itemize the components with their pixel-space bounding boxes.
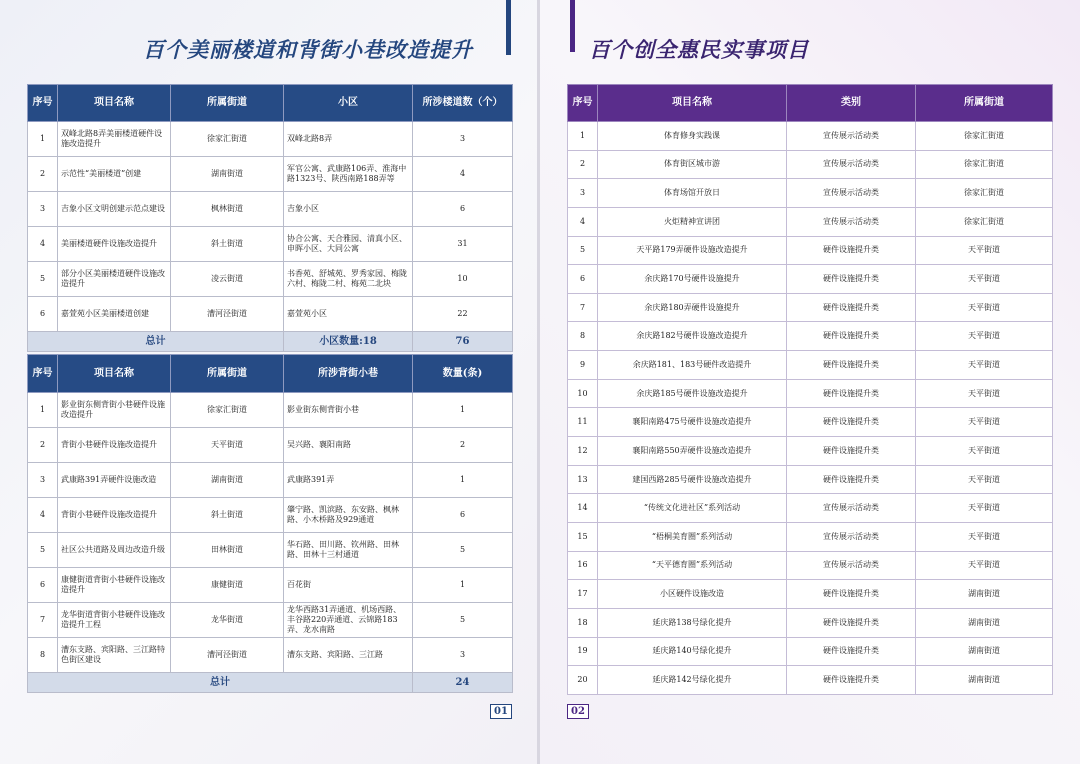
street-name: 湖南街道	[916, 608, 1053, 637]
table-row	[568, 179, 1053, 208]
table-row	[568, 494, 1053, 523]
stairwell-count: 4	[413, 157, 513, 192]
lane-count: 5	[413, 533, 513, 568]
row-number: 5	[28, 262, 58, 297]
project-name: 龙华街道背街小巷硬件设施改造提升工程	[58, 603, 171, 638]
street-name: 天平街道	[916, 408, 1053, 437]
lane-count: 2	[413, 428, 513, 463]
table-row	[568, 265, 1053, 294]
project-name: 背街小巷硬件设施改造提升	[58, 498, 171, 533]
category: 宣传展示活动类	[787, 522, 916, 551]
table-header-row	[568, 85, 1053, 122]
lane-count: 1	[413, 393, 513, 428]
category: 硬件设施提升类	[787, 437, 916, 466]
category: 宣传展示活动类	[787, 179, 916, 208]
street-name: 凌云街道	[171, 262, 284, 297]
header-street: 所属街道	[171, 355, 284, 393]
street-name: 天平街道	[916, 551, 1053, 580]
category: 硬件设施提升类	[787, 265, 916, 294]
lane-names: 漕东支路、宾阳路、三江路	[284, 638, 413, 673]
street-name: 天平街道	[916, 236, 1053, 265]
street-name: 斜土街道	[171, 227, 284, 262]
project-name: 美丽楼道硬件设施改造提升	[58, 227, 171, 262]
table-row	[28, 498, 513, 533]
row-number: 7	[28, 603, 58, 638]
lane-names: 百花街	[284, 568, 413, 603]
category: 硬件设施提升类	[787, 379, 916, 408]
category: 宣传展示活动类	[787, 494, 916, 523]
table-row	[28, 428, 513, 463]
community-name: 双峰北路8弄	[284, 122, 413, 157]
street-name: 龙华街道	[171, 603, 284, 638]
category: 硬件设施提升类	[787, 322, 916, 351]
row-number: 18	[568, 608, 598, 637]
project-name: 余庆路182号硬件设施改造提升	[598, 322, 787, 351]
header-community: 小区	[284, 85, 413, 122]
row-number: 20	[568, 666, 598, 695]
project-name: 延庆路138号绿化提升	[598, 608, 787, 637]
project-name: 建国西路285号硬件设施改造提升	[598, 465, 787, 494]
project-name: 余庆路170号硬件设施提升	[598, 265, 787, 294]
table-row	[568, 437, 1053, 466]
total-label: 总计	[28, 673, 413, 693]
project-name: 延庆路140号绿化提升	[598, 637, 787, 666]
community-name: 军官公寓、武康路106弄、淮海中路1323号、陕西南路188弄等	[284, 157, 413, 192]
community-name: 吉象小区	[284, 192, 413, 227]
table-row	[28, 533, 513, 568]
table-row	[568, 150, 1053, 179]
street-name: 湖南街道	[916, 637, 1053, 666]
lane-count: 1	[413, 463, 513, 498]
project-name: 漕东支路、宾阳路、三江路特色街区建设	[58, 638, 171, 673]
row-number: 10	[568, 379, 598, 408]
header-lane-count: 数量(条)	[413, 355, 513, 393]
total-count: 24	[413, 673, 513, 693]
project-name: 余庆路185号硬件设施改造提升	[598, 379, 787, 408]
street-name: 湖南街道	[916, 580, 1053, 609]
project-name: 余庆路181、183号硬件改造提升	[598, 351, 787, 380]
right-page-title: 百个创全惠民实事项目	[589, 38, 809, 62]
category: 宣传展示活动类	[787, 150, 916, 179]
street-name: 湖南街道	[171, 463, 284, 498]
stairwell-count: 10	[413, 262, 513, 297]
project-name: 社区公共道路及周边改造升级	[58, 533, 171, 568]
row-number: 8	[568, 322, 598, 351]
category: 硬件设施提升类	[787, 637, 916, 666]
header-project-name: 项目名称	[598, 85, 787, 122]
row-number: 9	[568, 351, 598, 380]
row-number: 3	[28, 463, 58, 498]
street-name: 天平街道	[916, 494, 1053, 523]
header-project-name: 项目名称	[58, 355, 171, 393]
community-count: 小区数量:18	[284, 332, 413, 352]
header-no: 序号	[28, 355, 58, 393]
project-name: 吉象小区文明创建示范点建设	[58, 192, 171, 227]
street-name: 徐家汇街道	[916, 179, 1053, 208]
street-name: 湖南街道	[916, 666, 1053, 695]
stairwell-count: 31	[413, 227, 513, 262]
table-row	[568, 522, 1053, 551]
lane-names: 吴兴路、襄阳南路	[284, 428, 413, 463]
table-row	[568, 207, 1053, 236]
community-name: 嘉萱苑小区	[284, 297, 413, 332]
row-number: 7	[568, 293, 598, 322]
table-row	[28, 603, 513, 638]
table-row	[28, 393, 513, 428]
street-name: 湖南街道	[171, 157, 284, 192]
table-row	[568, 122, 1053, 151]
street-name: 天平街道	[916, 437, 1053, 466]
project-name: “梧桐美育圈”系列活动	[598, 522, 787, 551]
lane-count: 5	[413, 603, 513, 638]
row-number: 11	[568, 408, 598, 437]
row-number: 14	[568, 494, 598, 523]
total-count: 76	[413, 332, 513, 352]
row-number: 2	[568, 150, 598, 179]
street-name: 田林街道	[171, 533, 284, 568]
row-number: 5	[568, 236, 598, 265]
project-name: 天平路179弄硬件设施改造提升	[598, 236, 787, 265]
table-row	[28, 463, 513, 498]
row-number: 3	[28, 192, 58, 227]
row-number: 12	[568, 437, 598, 466]
row-number: 2	[28, 428, 58, 463]
table-row	[568, 293, 1053, 322]
lane-count: 6	[413, 498, 513, 533]
category: 硬件设施提升类	[787, 408, 916, 437]
row-number: 13	[568, 465, 598, 494]
header-no: 序号	[28, 85, 58, 122]
table-row	[28, 192, 513, 227]
street-name: 徐家汇街道	[916, 150, 1053, 179]
row-number: 1	[568, 122, 598, 151]
stairwell-count: 22	[413, 297, 513, 332]
category: 硬件设施提升类	[787, 608, 916, 637]
project-name: 影业街东侧背街小巷硬件设施改造提升	[58, 393, 171, 428]
street-name: 天平街道	[916, 265, 1053, 294]
row-number: 1	[28, 122, 58, 157]
header-stairwell-count: 所涉楼道数（个）	[413, 85, 513, 122]
lane-names: 龙华西路31弄通道、机场西路、丰谷路220弄通道、云锦路183弄、龙水南路	[284, 603, 413, 638]
page-number-left: 01	[490, 704, 512, 719]
category: 硬件设施提升类	[787, 236, 916, 265]
header-project-name: 项目名称	[58, 85, 171, 122]
lane-names: 华石路、田川路、钦州路、田林路、田林十三村通道	[284, 533, 413, 568]
category: 硬件设施提升类	[787, 580, 916, 609]
header-no: 序号	[568, 85, 598, 122]
project-name: 体育街区城市游	[598, 150, 787, 179]
street-name: 天平街道	[171, 428, 284, 463]
table-row	[568, 666, 1053, 695]
project-name: 背街小巷硬件设施改造提升	[58, 428, 171, 463]
header-category: 类别	[787, 85, 916, 122]
row-number: 3	[568, 179, 598, 208]
table-row	[28, 122, 513, 157]
table-row	[28, 262, 513, 297]
table-row	[568, 379, 1053, 408]
table-row	[28, 638, 513, 673]
project-name: 延庆路142号绿化提升	[598, 666, 787, 695]
project-name: 康健街道背街小巷硬件设施改造提升	[58, 568, 171, 603]
table-row	[568, 322, 1053, 351]
category: 硬件设施提升类	[787, 465, 916, 494]
category: 宣传展示活动类	[787, 207, 916, 236]
project-name: 嘉萱苑小区美丽楼道创建	[58, 297, 171, 332]
table-header-row	[28, 355, 513, 393]
header-street: 所属街道	[916, 85, 1053, 122]
table-row	[568, 608, 1053, 637]
row-number: 19	[568, 637, 598, 666]
stairwell-count: 6	[413, 192, 513, 227]
lane-names: 影业街东侧背街小巷	[284, 393, 413, 428]
street-name: 漕河泾街道	[171, 297, 284, 332]
right-title-accent-bar	[570, 0, 575, 52]
street-name: 天平街道	[916, 465, 1053, 494]
street-name: 徐家汇街道	[916, 122, 1053, 151]
project-name: 武康路391弄硬件设施改造	[58, 463, 171, 498]
category: 宣传展示活动类	[787, 122, 916, 151]
total-row	[28, 673, 513, 693]
table-row	[568, 580, 1053, 609]
category: 硬件设施提升类	[787, 351, 916, 380]
page-number-right: 02	[567, 704, 589, 719]
category: 宣传展示活动类	[787, 551, 916, 580]
row-number: 4	[568, 207, 598, 236]
community-name: 书香苑、舒城苑、罗秀家园、梅陇六村、梅陇二村、梅苑二北块	[284, 262, 413, 297]
street-name: 天平街道	[916, 293, 1053, 322]
table-row	[28, 297, 513, 332]
street-name: 徐家汇街道	[171, 122, 284, 157]
total-label: 总计	[28, 332, 284, 352]
civic-projects-table	[567, 84, 1053, 695]
lane-count: 3	[413, 638, 513, 673]
row-number: 6	[568, 265, 598, 294]
left-page-title: 百个美丽楼道和背街小巷改造提升	[143, 38, 473, 62]
project-name: 示范性“美丽楼道”创建	[58, 157, 171, 192]
street-name: 康健街道	[171, 568, 284, 603]
row-number: 6	[28, 297, 58, 332]
table-row	[28, 157, 513, 192]
row-number: 4	[28, 498, 58, 533]
project-name: 体育修身实践课	[598, 122, 787, 151]
header-street: 所属街道	[171, 85, 284, 122]
row-number: 1	[28, 393, 58, 428]
project-name: 火炬精神宣讲团	[598, 207, 787, 236]
total-row	[28, 332, 513, 352]
project-name: 襄阳南路550弄硬件设施改造提升	[598, 437, 787, 466]
project-name: “传统文化进社区”系列活动	[598, 494, 787, 523]
table-row	[568, 408, 1053, 437]
row-number: 6	[28, 568, 58, 603]
street-name: 枫林街道	[171, 192, 284, 227]
row-number: 5	[28, 533, 58, 568]
street-name: 徐家汇街道	[916, 207, 1053, 236]
table-row	[568, 236, 1053, 265]
row-number: 8	[28, 638, 58, 673]
row-number: 16	[568, 551, 598, 580]
project-name: 双峰北路8弄美丽楼道硬件设施改造提升	[58, 122, 171, 157]
project-name: 余庆路180弄硬件设施提升	[598, 293, 787, 322]
row-number: 17	[568, 580, 598, 609]
project-name: “天平德育圈”系列活动	[598, 551, 787, 580]
community-name: 协合公寓、天合雅园、清真小区、申晖小区、大同公寓	[284, 227, 413, 262]
street-name: 斜土街道	[171, 498, 284, 533]
lane-names: 武康路391弄	[284, 463, 413, 498]
row-number: 2	[28, 157, 58, 192]
category: 硬件设施提升类	[787, 293, 916, 322]
street-name: 天平街道	[916, 522, 1053, 551]
left-title-accent-bar	[506, 0, 511, 55]
table-row	[28, 568, 513, 603]
street-name: 天平街道	[916, 351, 1053, 380]
project-name: 小区硬件设施改造	[598, 580, 787, 609]
stairwell-count: 3	[413, 122, 513, 157]
street-name: 漕河泾街道	[171, 638, 284, 673]
project-name: 体育场馆开放日	[598, 179, 787, 208]
table-row	[28, 227, 513, 262]
header-lanes: 所涉背街小巷	[284, 355, 413, 393]
street-name: 徐家汇街道	[171, 393, 284, 428]
lane-names: 肇宁路、凯滨路、东安路、枫林路、小木桥路及929通道	[284, 498, 413, 533]
row-number: 4	[28, 227, 58, 262]
table-header-row	[28, 85, 513, 122]
table-row	[568, 637, 1053, 666]
project-name: 襄阳南路475号硬件设施改造提升	[598, 408, 787, 437]
lane-count: 1	[413, 568, 513, 603]
backstreet-table	[27, 354, 513, 693]
row-number: 15	[568, 522, 598, 551]
project-name: 部分小区美丽楼道硬件设施改造提升	[58, 262, 171, 297]
table-row	[568, 551, 1053, 580]
category: 硬件设施提升类	[787, 666, 916, 695]
stairwell-table	[27, 84, 513, 352]
street-name: 天平街道	[916, 379, 1053, 408]
street-name: 天平街道	[916, 322, 1053, 351]
table-row	[568, 351, 1053, 380]
table-row	[568, 465, 1053, 494]
